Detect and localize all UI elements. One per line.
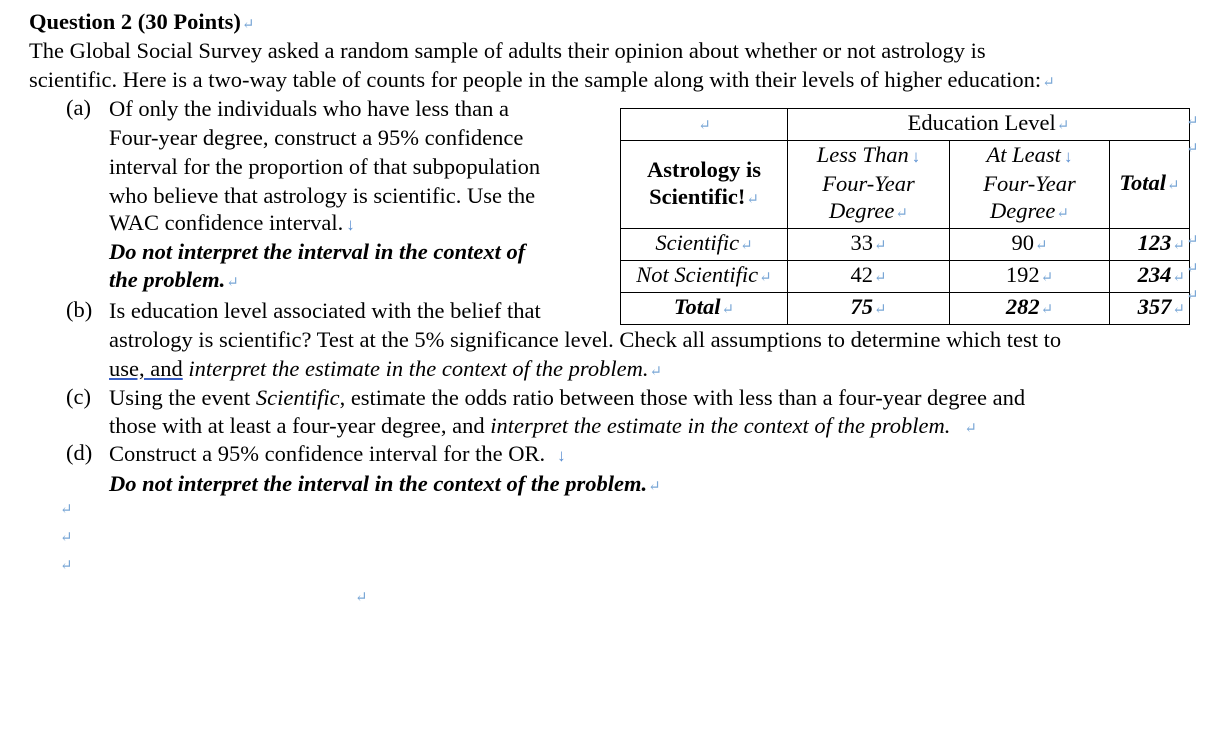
cell-scientific-total	[1110, 229, 1190, 261]
education-table	[620, 108, 1190, 325]
table-row	[621, 261, 1190, 293]
part-c-line-2-plain: those with at least a four-year degree, and	[109, 413, 485, 438]
part-c-label: (c)	[66, 384, 91, 409]
education-level-header	[788, 109, 1190, 141]
part-a-line-5	[109, 209, 355, 239]
part-b-label: (b)	[66, 297, 93, 322]
paragraph-mark-icon: ↵	[1186, 261, 1199, 277]
paragraph-mark-icon: ↵	[1040, 270, 1054, 286]
cell-scientific-less-text: 33	[850, 230, 873, 255]
paragraph-mark-icon: ↵	[873, 238, 887, 254]
paragraph-mark-icon: ↵	[60, 558, 73, 574]
line-break-icon: ↓	[911, 147, 921, 166]
cell-not-scientific-atleast-text: 192	[1005, 262, 1040, 287]
line-break-icon: ↓	[557, 446, 566, 465]
column-header-less-than-line-3	[788, 197, 949, 228]
row-header-line-2-text: Scientific!	[649, 183, 746, 209]
cell-total-total-text: 357	[1137, 294, 1172, 319]
paragraph-mark-icon: ↵	[60, 502, 73, 518]
part-c-line-1-italic: Scientific	[255, 385, 340, 410]
cell-total-total	[1110, 293, 1190, 325]
cell-not-scientific-less-text: 42	[850, 262, 873, 287]
column-header-less-than-line-3-text: Degree	[829, 198, 895, 223]
paragraph-mark-icon: ↵	[759, 270, 772, 286]
paragraph-mark-icon: ↵	[648, 479, 661, 495]
table-row	[621, 229, 1190, 261]
question-title-text: Question 2 (30 Points)	[29, 9, 241, 34]
paragraph-mark-icon: ↵	[1172, 302, 1185, 318]
row-label-total-text: Total	[673, 294, 721, 319]
part-a-line-2: Four-year degree, construct a 95% confidence	[109, 125, 524, 150]
part-b-line-1: Is education level associated with the belief that	[109, 298, 541, 323]
row-label-not-scientific	[621, 261, 788, 293]
intro-line-2	[29, 66, 1055, 97]
cell-not-scientific-atleast	[950, 261, 1110, 293]
part-d-line-2	[109, 470, 661, 501]
part-b-line-2: astrology is scientific? Test at the 5% significance level. Check all assumptions to determine which test to	[109, 327, 1062, 352]
cell-total-atleast-text: 282	[1005, 294, 1040, 319]
column-header-less-than-line-1	[788, 141, 949, 170]
paragraph-mark-icon: ↵	[873, 270, 887, 286]
cell-scientific-less	[788, 229, 950, 261]
column-header-total	[1110, 141, 1190, 229]
paragraph-mark-icon: ↵	[740, 238, 753, 254]
paragraph-mark-icon: ↵	[1056, 206, 1069, 222]
row-header-line-1: Astrology is	[647, 156, 761, 182]
paragraph-mark-icon: ↵	[1186, 233, 1199, 249]
row-label-scientific-text: Scientific	[655, 230, 740, 255]
cell-total-atleast	[950, 293, 1110, 325]
paragraph-mark-icon: ↵	[355, 590, 368, 606]
part-a-line-7-text: the problem.	[109, 267, 226, 292]
paragraph-mark-icon: ↵	[1172, 238, 1185, 254]
row-label-total	[621, 293, 788, 325]
row-label-not-scientific-text: Not Scientific	[636, 262, 759, 287]
paragraph-mark-icon: ↵	[746, 191, 759, 208]
row-label-scientific	[621, 229, 788, 261]
table-corner-cell	[621, 109, 788, 141]
cell-total-less	[788, 293, 950, 325]
part-b-line-3-italic: interpret the estimate in the context of the problem.	[188, 356, 649, 381]
part-d-line-1-text: Construct a 95% confidence interval for the OR.	[109, 441, 546, 466]
column-header-less-than	[788, 141, 950, 229]
paragraph-mark-icon: ↵	[964, 421, 977, 437]
part-b-line-3	[109, 355, 662, 386]
part-a-line-6-text: Do not interpret the interval in the context of	[109, 239, 526, 264]
line-break-icon: ↓	[346, 215, 355, 234]
column-header-less-than-line-2: Four-Year	[822, 171, 915, 196]
part-c-line-1	[109, 384, 1025, 412]
part-c-line-2	[109, 412, 977, 443]
part-a-line-3: interval for the proportion of that subpopulation	[109, 154, 541, 179]
paragraph-mark-icon: ↵	[226, 275, 239, 291]
cell-total-less-text: 75	[850, 294, 873, 319]
paragraph-mark-icon: ↵	[1186, 288, 1199, 304]
paragraph-mark-icon: ↵	[241, 17, 255, 33]
column-header-at-least-line-1	[950, 141, 1109, 170]
question-title	[29, 8, 254, 39]
cell-not-scientific-total-text: 234	[1137, 262, 1172, 287]
part-d-line-2-text: Do not interpret the interval in the context of the problem.	[109, 471, 648, 496]
row-header-cell	[621, 141, 788, 229]
column-header-at-least	[950, 141, 1110, 229]
column-header-at-least-line-3-text: Degree	[990, 198, 1056, 223]
intro-line-2-text: scientific. Here is a two-way table of counts for people in the sample along with their levels of higher education:	[29, 67, 1042, 92]
paragraph-mark-icon: ↵	[1056, 118, 1070, 134]
part-c-line-2-italic: interpret the estimate in the context of the problem.	[490, 413, 951, 438]
column-header-at-least-line-3	[950, 197, 1109, 228]
part-a-line-7	[109, 266, 239, 297]
part-a-line-6	[109, 238, 525, 266]
part-a-line-1: Of only the individuals who have less than a	[109, 96, 509, 121]
cell-scientific-atleast	[950, 229, 1110, 261]
part-d-label: (d)	[66, 440, 93, 465]
column-header-at-least-line-2: Four-Year	[983, 171, 1076, 196]
part-b-line-3-plain: use, and	[109, 356, 183, 381]
paragraph-mark-icon: ↵	[698, 118, 711, 134]
paragraph-mark-icon: ↵	[60, 530, 73, 546]
part-c-line-1-pre: Using the event	[109, 385, 251, 410]
paragraph-mark-icon: ↵	[1034, 238, 1048, 254]
column-header-total-text: Total	[1119, 170, 1167, 195]
part-d-line-1	[109, 440, 566, 470]
cell-scientific-total-text: 123	[1137, 230, 1172, 255]
part-a-line-4: who believe that astrology is scientific. Use the	[109, 183, 536, 208]
paragraph-mark-icon: ↵	[1042, 75, 1055, 91]
line-break-icon: ↓	[1063, 147, 1073, 166]
paragraph-mark-icon: ↵	[721, 302, 735, 318]
paragraph-mark-icon: ↵	[1186, 114, 1199, 130]
cell-scientific-atleast-text: 90	[1011, 230, 1034, 255]
part-a-line-5-text: WAC confidence interval.	[109, 210, 344, 235]
cell-not-scientific-less	[788, 261, 950, 293]
paragraph-mark-icon: ↵	[1172, 270, 1185, 286]
intro-line-1: The Global Social Survey asked a random sample of adults their opinion about whether or not astrology is	[29, 38, 986, 63]
part-a-label: (a)	[66, 95, 91, 120]
paragraph-mark-icon: ↵	[1186, 141, 1199, 157]
paragraph-mark-icon: ↵	[649, 364, 663, 380]
row-header-line-2	[621, 183, 787, 214]
education-level-header-text: Education Level	[907, 110, 1056, 135]
cell-not-scientific-total	[1110, 261, 1190, 293]
paragraph-mark-icon: ↵	[895, 206, 908, 222]
column-header-at-least-line-1-text: At Least	[986, 142, 1061, 167]
part-c-line-1-post: , estimate the odds ratio between those with less than a four-year degree and	[339, 385, 1026, 410]
table-row	[621, 293, 1190, 325]
paragraph-mark-icon: ↵	[873, 302, 887, 318]
paragraph-mark-icon: ↵	[1040, 302, 1054, 318]
paragraph-mark-icon: ↵	[1167, 178, 1180, 194]
column-header-less-than-line-1-text: Less Than	[816, 142, 909, 167]
